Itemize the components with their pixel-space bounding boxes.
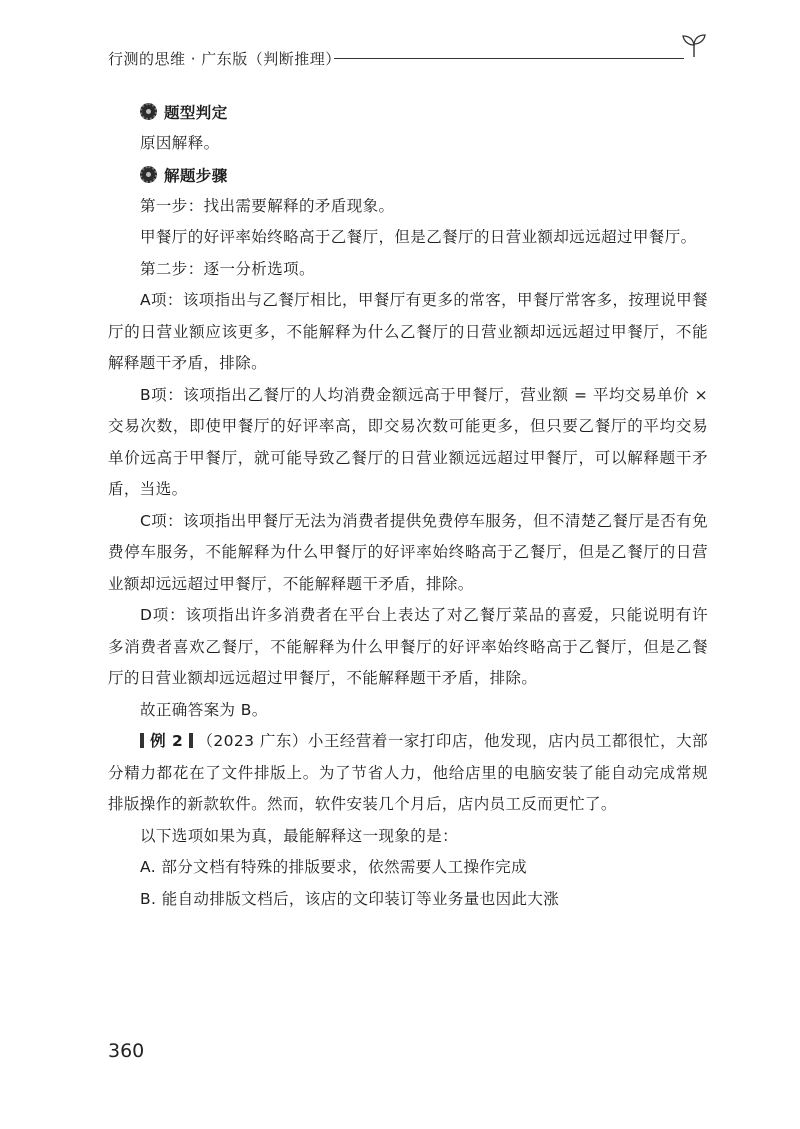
step-one: 第一步：找出需要解释的矛盾现象。: [140, 196, 395, 215]
sprout-icon: [680, 32, 708, 58]
steps-heading-text: 解题步骤: [164, 166, 228, 185]
example-bar-left: [140, 733, 144, 748]
example-text: （2023 广东）小王经营着一家打印店，他发现，店内员工都很忙，大部分精力都花在了文件排版上。为了节省人力，他给店里的电脑安装了能自动完成常规排版操作的新款软件。然而，软件安装几个月后，店内员工反而更忙了。: [108, 732, 708, 813]
example-tag: 例 2: [150, 732, 184, 750]
badge-icon: [140, 103, 157, 120]
question-type-heading-text: 题型判定: [164, 103, 228, 122]
page-number: 360: [108, 1040, 145, 1062]
header-title: 行测的思维 · 广东版（判断推理）: [108, 50, 341, 68]
option-a-analysis: A项：该项指出与乙餐厅相比，甲餐厅有更多的常客，甲餐厅常客多，按理说甲餐厅的日营业额应该更多，不能解释为什么乙餐厅的日营业额却远远超过甲餐厅，不能解释题干矛盾，排除。: [108, 291, 708, 372]
answer-line: 故正确答案为 B。: [140, 700, 268, 719]
header-rule: [334, 58, 684, 59]
steps-heading: [108, 159, 708, 191]
example-2-question: [108, 726, 708, 821]
running-header: [108, 44, 708, 74]
question-type-heading: [108, 96, 708, 128]
question-type-text: 原因解释。: [140, 133, 220, 152]
badge-icon: [140, 166, 157, 183]
choice-a: A. 部分文档有特殊的排版要求，依然需要人工操作完成: [140, 858, 528, 876]
step-two: 第二步：逐一分析选项。: [140, 259, 315, 278]
example-prompt: 以下选项如果为真，最能解释这一现象的是：: [140, 826, 459, 845]
option-b-analysis: B项：该项指出乙餐厅的人均消费金额远高于甲餐厅，营业额 = 平均交易单价 × 交易次数，即使甲餐厅的好评率高，即交易次数可能更多，但只要乙餐厅的平均交易单价远高于甲餐厅，就可能导致乙餐厅的日营业额远远超过甲餐厅，可以解释题干矛盾，当选。: [108, 385, 708, 498]
example-bar-right: [189, 733, 193, 748]
page-body: [108, 96, 708, 915]
choice-b: B. 能自动排版文档后，该店的文印装订等业务量也因此大涨: [140, 889, 560, 908]
option-c-analysis: C项：该项指出甲餐厅无法为消费者提供免费停车服务，但不清楚乙餐厅是否有免费停车服务，不能解释为什么甲餐厅的好评率始终略高于乙餐厅，但是乙餐厅的日营业额却远远超过甲餐厅，不能解释题干矛盾，排除。: [108, 511, 708, 593]
contradiction-text: 甲餐厅的好评率始终略高于乙餐厅，但是乙餐厅的日营业额却远远超过甲餐厅。: [140, 228, 697, 246]
option-d-analysis: D项：该项指出许多消费者在平台上表达了对乙餐厅菜品的喜爱，只能说明有许多消费者喜欢乙餐厅，不能解释为什么甲餐厅的好评率始终略高于乙餐厅，但是乙餐厅的日营业额却远远超过甲餐厅，不能解释题干矛盾，排除。: [108, 606, 708, 687]
